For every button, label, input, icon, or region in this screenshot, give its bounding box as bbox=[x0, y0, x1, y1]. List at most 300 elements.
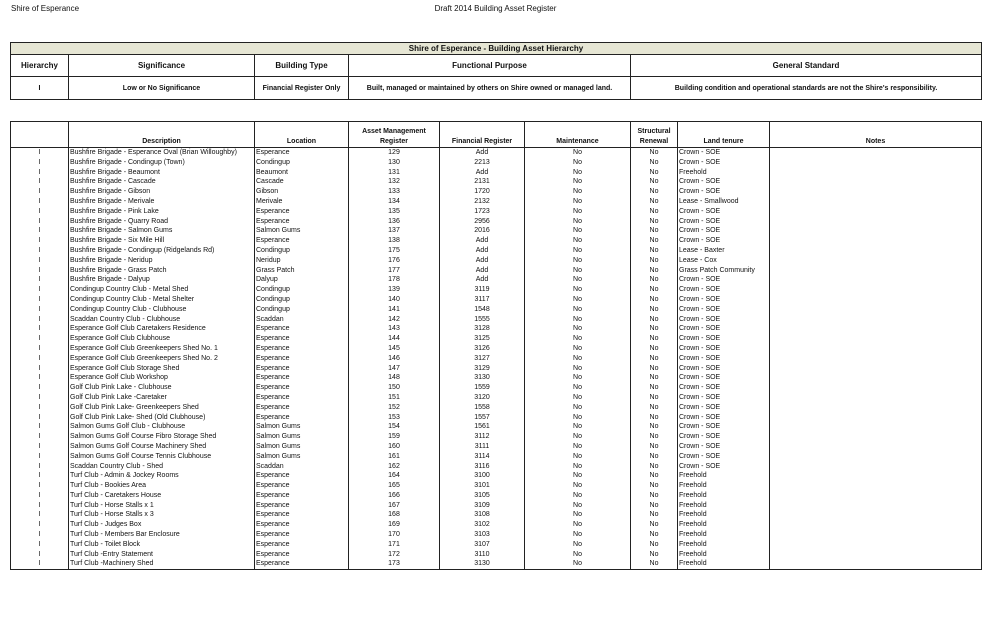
row-financial-register-cell: 1558 bbox=[440, 403, 525, 413]
row-description-cell: Golf Club Pink Lake- Greenkeepers Shed bbox=[69, 403, 255, 413]
functional-purpose-header: Functional Purpose bbox=[349, 55, 631, 77]
row-financial-register-cell: 3110 bbox=[440, 550, 525, 560]
row-financial-register-cell: 3127 bbox=[440, 354, 525, 364]
table-row bbox=[11, 226, 982, 236]
row-amr-cell: 173 bbox=[349, 559, 440, 569]
row-structural-renewal-cell: No bbox=[631, 442, 678, 452]
row-location-cell: Esperance bbox=[255, 471, 349, 481]
row-structural-renewal-cell: No bbox=[631, 383, 678, 393]
row-land-tenure-cell: Grass Patch Community bbox=[678, 266, 770, 276]
row-maintenance-cell: No bbox=[525, 275, 631, 285]
asset-management-register-col-header: Asset Management Register bbox=[349, 122, 440, 148]
row-structural-renewal-cell: No bbox=[631, 403, 678, 413]
row-maintenance-cell: No bbox=[525, 305, 631, 315]
row-land-tenure-cell: Crown - SOE bbox=[678, 187, 770, 197]
row-notes-cell bbox=[770, 158, 982, 168]
row-amr-cell: 176 bbox=[349, 256, 440, 266]
row-location-cell: Grass Patch bbox=[255, 266, 349, 276]
table-row bbox=[11, 168, 982, 178]
row-maintenance-cell: No bbox=[525, 520, 631, 530]
row-financial-register-cell: 1720 bbox=[440, 187, 525, 197]
row-amr-cell: 168 bbox=[349, 510, 440, 520]
row-description-cell: Scaddan Country Club - Shed bbox=[69, 462, 255, 472]
building-type-value: Financial Register Only bbox=[255, 77, 349, 100]
row-hierarchy-cell: I bbox=[11, 559, 69, 569]
row-description-cell: Bushfire Brigade - Beaumont bbox=[69, 168, 255, 178]
row-land-tenure-cell: Freehold bbox=[678, 471, 770, 481]
row-financial-register-cell: 3125 bbox=[440, 334, 525, 344]
row-description-cell: Turf Club - Horse Stalls x 1 bbox=[69, 501, 255, 511]
row-land-tenure-cell: Lease - Smallwood bbox=[678, 197, 770, 207]
table-row bbox=[11, 540, 982, 550]
row-land-tenure-cell: Crown - SOE bbox=[678, 393, 770, 403]
row-location-cell: Scaddan bbox=[255, 315, 349, 325]
row-amr-cell: 147 bbox=[349, 364, 440, 374]
row-maintenance-cell: No bbox=[525, 285, 631, 295]
row-financial-register-cell: 3126 bbox=[440, 344, 525, 354]
row-notes-cell bbox=[770, 256, 982, 266]
row-financial-register-cell: 3114 bbox=[440, 452, 525, 462]
row-financial-register-cell: 3105 bbox=[440, 491, 525, 501]
row-maintenance-cell: No bbox=[525, 530, 631, 540]
row-amr-cell: 141 bbox=[349, 305, 440, 315]
row-notes-cell bbox=[770, 334, 982, 344]
row-land-tenure-cell: Freehold bbox=[678, 481, 770, 491]
row-land-tenure-cell: Crown - SOE bbox=[678, 285, 770, 295]
row-description-cell: Turf Club - Toilet Block bbox=[69, 540, 255, 550]
row-financial-register-cell: 3103 bbox=[440, 530, 525, 540]
row-structural-renewal-cell: No bbox=[631, 236, 678, 246]
significance-header: Significance bbox=[69, 55, 255, 77]
row-hierarchy-cell: I bbox=[11, 501, 69, 511]
row-hierarchy-cell: I bbox=[11, 256, 69, 266]
row-amr-cell: 140 bbox=[349, 295, 440, 305]
row-location-cell: Esperance bbox=[255, 559, 349, 569]
row-location-cell: Esperance bbox=[255, 344, 349, 354]
row-hierarchy-cell: I bbox=[11, 285, 69, 295]
row-amr-cell: 139 bbox=[349, 285, 440, 295]
row-hierarchy-cell: I bbox=[11, 246, 69, 256]
table-row bbox=[11, 217, 982, 227]
row-land-tenure-cell: Crown - SOE bbox=[678, 442, 770, 452]
row-maintenance-cell: No bbox=[525, 187, 631, 197]
row-notes-cell bbox=[770, 550, 982, 560]
row-hierarchy-cell: I bbox=[11, 550, 69, 560]
row-amr-cell: 160 bbox=[349, 442, 440, 452]
row-location-cell: Salmon Gums bbox=[255, 422, 349, 432]
row-hierarchy-cell: I bbox=[11, 305, 69, 315]
row-location-cell: Esperance bbox=[255, 148, 349, 158]
asset-register-table bbox=[10, 121, 982, 570]
row-land-tenure-cell: Crown - SOE bbox=[678, 158, 770, 168]
row-notes-cell bbox=[770, 413, 982, 423]
row-structural-renewal-cell: No bbox=[631, 413, 678, 423]
table-row bbox=[11, 236, 982, 246]
row-notes-cell bbox=[770, 442, 982, 452]
row-location-cell: Condingup bbox=[255, 246, 349, 256]
shire-name-header: Shire of Esperance bbox=[11, 4, 80, 13]
row-financial-register-cell: 3117 bbox=[440, 295, 525, 305]
row-hierarchy-cell: I bbox=[11, 315, 69, 325]
row-amr-cell: 164 bbox=[349, 471, 440, 481]
row-maintenance-cell: No bbox=[525, 510, 631, 520]
row-hierarchy-cell: I bbox=[11, 158, 69, 168]
row-maintenance-cell: No bbox=[525, 177, 631, 187]
table-row bbox=[11, 530, 982, 540]
building-type-header: Building Type bbox=[255, 55, 349, 77]
row-description-cell: Condingup Country Club - Metal Shelter bbox=[69, 295, 255, 305]
row-structural-renewal-cell: No bbox=[631, 334, 678, 344]
row-description-cell: Bushfire Brigade - Grass Patch bbox=[69, 266, 255, 276]
row-location-cell: Esperance bbox=[255, 324, 349, 334]
row-description-cell: Esperance Golf Club Greenkeepers Shed No. 1 bbox=[69, 344, 255, 354]
row-land-tenure-cell: Crown - SOE bbox=[678, 432, 770, 442]
row-financial-register-cell: 2016 bbox=[440, 226, 525, 236]
row-location-cell: Scaddan bbox=[255, 462, 349, 472]
row-structural-renewal-cell: No bbox=[631, 540, 678, 550]
table-row bbox=[11, 462, 982, 472]
row-notes-cell bbox=[770, 197, 982, 207]
row-financial-register-cell: Add bbox=[440, 266, 525, 276]
row-maintenance-cell: No bbox=[525, 217, 631, 227]
description-col-header: Description bbox=[69, 122, 255, 148]
row-amr-cell: 151 bbox=[349, 393, 440, 403]
hierarchy-col-header bbox=[11, 122, 69, 148]
row-maintenance-cell: No bbox=[525, 471, 631, 481]
row-notes-cell bbox=[770, 344, 982, 354]
row-amr-cell: 138 bbox=[349, 236, 440, 246]
row-structural-renewal-cell: No bbox=[631, 226, 678, 236]
row-hierarchy-cell: I bbox=[11, 422, 69, 432]
row-notes-cell bbox=[770, 168, 982, 178]
row-description-cell: Scaddan Country Club - Clubhouse bbox=[69, 315, 255, 325]
row-amr-cell: 166 bbox=[349, 491, 440, 501]
row-amr-cell: 175 bbox=[349, 246, 440, 256]
row-description-cell: Bushfire Brigade - Condingup (Town) bbox=[69, 158, 255, 168]
row-structural-renewal-cell: No bbox=[631, 315, 678, 325]
row-notes-cell bbox=[770, 266, 982, 276]
table-row bbox=[11, 285, 982, 295]
row-structural-renewal-cell: No bbox=[631, 491, 678, 501]
row-amr-cell: 170 bbox=[349, 530, 440, 540]
row-structural-renewal-cell: No bbox=[631, 373, 678, 383]
row-structural-renewal-cell: No bbox=[631, 520, 678, 530]
row-amr-cell: 150 bbox=[349, 383, 440, 393]
row-maintenance-cell: No bbox=[525, 550, 631, 560]
row-land-tenure-cell: Crown - SOE bbox=[678, 217, 770, 227]
row-amr-cell: 165 bbox=[349, 481, 440, 491]
row-location-cell: Esperance bbox=[255, 550, 349, 560]
row-maintenance-cell: No bbox=[525, 295, 631, 305]
row-financial-register-cell: 2956 bbox=[440, 217, 525, 227]
row-amr-cell: 134 bbox=[349, 197, 440, 207]
row-structural-renewal-cell: No bbox=[631, 217, 678, 227]
row-location-cell: Salmon Gums bbox=[255, 226, 349, 236]
row-hierarchy-cell: I bbox=[11, 236, 69, 246]
row-structural-renewal-cell: No bbox=[631, 452, 678, 462]
row-structural-renewal-cell: No bbox=[631, 207, 678, 217]
row-location-cell: Condingup bbox=[255, 285, 349, 295]
row-land-tenure-cell: Crown - SOE bbox=[678, 422, 770, 432]
row-description-cell: Bushfire Brigade - Gibson bbox=[69, 187, 255, 197]
row-location-cell: Esperance bbox=[255, 236, 349, 246]
row-maintenance-cell: No bbox=[525, 501, 631, 511]
row-description-cell: Bushfire Brigade - Condingup (Ridgelands Rd) bbox=[69, 246, 255, 256]
general-standard-header: General Standard bbox=[631, 55, 982, 77]
row-description-cell: Golf Club Pink Lake - Clubhouse bbox=[69, 383, 255, 393]
table-row bbox=[11, 432, 982, 442]
row-description-cell: Turf Club - Horse Stalls x 3 bbox=[69, 510, 255, 520]
row-amr-cell: 159 bbox=[349, 432, 440, 442]
row-amr-cell: 167 bbox=[349, 501, 440, 511]
row-description-cell: Esperance Golf Club Storage Shed bbox=[69, 364, 255, 374]
row-financial-register-cell: 1559 bbox=[440, 383, 525, 393]
row-notes-cell bbox=[770, 148, 982, 158]
row-notes-cell bbox=[770, 177, 982, 187]
row-location-cell: Esperance bbox=[255, 383, 349, 393]
row-financial-register-cell: 3128 bbox=[440, 324, 525, 334]
row-maintenance-cell: No bbox=[525, 422, 631, 432]
row-location-cell: Dalyup bbox=[255, 275, 349, 285]
row-financial-register-cell: 3130 bbox=[440, 373, 525, 383]
row-location-cell: Esperance bbox=[255, 364, 349, 374]
row-financial-register-cell: 1561 bbox=[440, 422, 525, 432]
row-financial-register-cell: 3130 bbox=[440, 559, 525, 569]
row-hierarchy-cell: I bbox=[11, 275, 69, 285]
row-structural-renewal-cell: No bbox=[631, 393, 678, 403]
row-description-cell: Salmon Gums Golf Club - Clubhouse bbox=[69, 422, 255, 432]
row-financial-register-cell: 3112 bbox=[440, 432, 525, 442]
row-description-cell: Bushfire Brigade - Dalyup bbox=[69, 275, 255, 285]
row-notes-cell bbox=[770, 236, 982, 246]
row-financial-register-cell: Add bbox=[440, 256, 525, 266]
row-notes-cell bbox=[770, 462, 982, 472]
row-structural-renewal-cell: No bbox=[631, 148, 678, 158]
structural-renewal-col-header: Structural Renewal bbox=[631, 122, 678, 148]
row-land-tenure-cell: Crown - SOE bbox=[678, 334, 770, 344]
row-structural-renewal-cell: No bbox=[631, 177, 678, 187]
row-location-cell: Esperance bbox=[255, 510, 349, 520]
row-description-cell: Bushfire Brigade - Six Mile Hill bbox=[69, 236, 255, 246]
row-land-tenure-cell: Crown - SOE bbox=[678, 413, 770, 423]
table-row bbox=[11, 344, 982, 354]
maintenance-col-header: Maintenance bbox=[525, 122, 631, 148]
row-maintenance-cell: No bbox=[525, 158, 631, 168]
row-land-tenure-cell: Crown - SOE bbox=[678, 383, 770, 393]
row-description-cell: Esperance Golf Club Clubhouse bbox=[69, 334, 255, 344]
row-financial-register-cell: Add bbox=[440, 148, 525, 158]
row-hierarchy-cell: I bbox=[11, 520, 69, 530]
row-hierarchy-cell: I bbox=[11, 442, 69, 452]
row-notes-cell bbox=[770, 501, 982, 511]
row-structural-renewal-cell: No bbox=[631, 422, 678, 432]
row-description-cell: Turf Club -Entry Statement bbox=[69, 550, 255, 560]
row-notes-cell bbox=[770, 226, 982, 236]
row-financial-register-cell: 3119 bbox=[440, 285, 525, 295]
row-maintenance-cell: No bbox=[525, 334, 631, 344]
row-structural-renewal-cell: No bbox=[631, 550, 678, 560]
row-maintenance-cell: No bbox=[525, 324, 631, 334]
table-row bbox=[11, 481, 982, 491]
row-maintenance-cell: No bbox=[525, 364, 631, 374]
row-hierarchy-cell: I bbox=[11, 344, 69, 354]
row-land-tenure-cell: Crown - SOE bbox=[678, 177, 770, 187]
land-tenure-col-header: Land tenure bbox=[678, 122, 770, 148]
row-amr-cell: 133 bbox=[349, 187, 440, 197]
row-hierarchy-cell: I bbox=[11, 540, 69, 550]
row-description-cell: Bushfire Brigade - Esperance Oval (Brian Willoughby) bbox=[69, 148, 255, 158]
row-financial-register-cell: 1557 bbox=[440, 413, 525, 423]
row-financial-register-cell: 3129 bbox=[440, 364, 525, 374]
row-amr-cell: 132 bbox=[349, 177, 440, 187]
row-land-tenure-cell: Crown - SOE bbox=[678, 305, 770, 315]
row-financial-register-cell: 3101 bbox=[440, 481, 525, 491]
table-row bbox=[11, 452, 982, 462]
row-description-cell: Bushfire Brigade - Neridup bbox=[69, 256, 255, 266]
row-hierarchy-cell: I bbox=[11, 373, 69, 383]
table-row bbox=[11, 158, 982, 168]
row-structural-renewal-cell: No bbox=[631, 158, 678, 168]
row-land-tenure-cell: Freehold bbox=[678, 530, 770, 540]
row-hierarchy-cell: I bbox=[11, 187, 69, 197]
row-notes-cell bbox=[770, 364, 982, 374]
row-financial-register-cell: 3111 bbox=[440, 442, 525, 452]
row-land-tenure-cell: Lease - Baxter bbox=[678, 246, 770, 256]
row-land-tenure-cell: Crown - SOE bbox=[678, 452, 770, 462]
row-notes-cell bbox=[770, 354, 982, 364]
row-notes-cell bbox=[770, 481, 982, 491]
row-notes-cell bbox=[770, 315, 982, 325]
significance-value: Low or No Significance bbox=[69, 77, 255, 100]
row-hierarchy-cell: I bbox=[11, 383, 69, 393]
table-row bbox=[11, 510, 982, 520]
row-location-cell: Salmon Gums bbox=[255, 442, 349, 452]
row-land-tenure-cell: Crown - SOE bbox=[678, 295, 770, 305]
row-hierarchy-cell: I bbox=[11, 177, 69, 187]
financial-register-col-header: Financial Register bbox=[440, 122, 525, 148]
row-notes-cell bbox=[770, 324, 982, 334]
row-amr-cell: 152 bbox=[349, 403, 440, 413]
row-land-tenure-cell: Crown - SOE bbox=[678, 324, 770, 334]
row-location-cell: Beaumont bbox=[255, 168, 349, 178]
row-amr-cell: 130 bbox=[349, 158, 440, 168]
row-amr-cell: 136 bbox=[349, 217, 440, 227]
table-row bbox=[11, 422, 982, 432]
table-row bbox=[11, 148, 982, 158]
row-financial-register-cell: 3108 bbox=[440, 510, 525, 520]
row-hierarchy-cell: I bbox=[11, 481, 69, 491]
row-maintenance-cell: No bbox=[525, 413, 631, 423]
row-hierarchy-cell: I bbox=[11, 324, 69, 334]
row-description-cell: Golf Club Pink Lake -Caretaker bbox=[69, 393, 255, 403]
table-row bbox=[11, 491, 982, 501]
row-land-tenure-cell: Crown - SOE bbox=[678, 462, 770, 472]
row-hierarchy-cell: I bbox=[11, 403, 69, 413]
row-amr-cell: 153 bbox=[349, 413, 440, 423]
row-amr-cell: 143 bbox=[349, 324, 440, 334]
row-maintenance-cell: No bbox=[525, 315, 631, 325]
row-structural-renewal-cell: No bbox=[631, 481, 678, 491]
row-maintenance-cell: No bbox=[525, 373, 631, 383]
row-structural-renewal-cell: No bbox=[631, 501, 678, 511]
row-hierarchy-cell: I bbox=[11, 217, 69, 227]
table-row bbox=[11, 501, 982, 511]
row-hierarchy-cell: I bbox=[11, 207, 69, 217]
table-row bbox=[11, 354, 982, 364]
row-hierarchy-cell: I bbox=[11, 168, 69, 178]
row-location-cell: Esperance bbox=[255, 403, 349, 413]
row-hierarchy-cell: I bbox=[11, 510, 69, 520]
row-hierarchy-cell: I bbox=[11, 148, 69, 158]
general-standard-value: Building condition and operational standards are not the Shire's responsibility. bbox=[631, 77, 982, 100]
row-notes-cell bbox=[770, 491, 982, 501]
row-land-tenure-cell: Freehold bbox=[678, 559, 770, 569]
row-description-cell: Condingup Country Club - Metal Shed bbox=[69, 285, 255, 295]
row-location-cell: Gibson bbox=[255, 187, 349, 197]
row-maintenance-cell: No bbox=[525, 207, 631, 217]
row-notes-cell bbox=[770, 530, 982, 540]
row-location-cell: Salmon Gums bbox=[255, 432, 349, 442]
row-structural-renewal-cell: No bbox=[631, 324, 678, 334]
row-amr-cell: 145 bbox=[349, 344, 440, 354]
row-amr-cell: 148 bbox=[349, 373, 440, 383]
table-row bbox=[11, 471, 982, 481]
row-maintenance-cell: No bbox=[525, 559, 631, 569]
row-land-tenure-cell: Crown - SOE bbox=[678, 226, 770, 236]
row-notes-cell bbox=[770, 510, 982, 520]
row-structural-renewal-cell: No bbox=[631, 364, 678, 374]
row-maintenance-cell: No bbox=[525, 246, 631, 256]
row-amr-cell: 154 bbox=[349, 422, 440, 432]
row-description-cell: Esperance Golf Club Caretakers Residence bbox=[69, 324, 255, 334]
row-maintenance-cell: No bbox=[525, 236, 631, 246]
row-description-cell: Esperance Golf Club Greenkeepers Shed No. 2 bbox=[69, 354, 255, 364]
row-amr-cell: 172 bbox=[349, 550, 440, 560]
row-financial-register-cell: Add bbox=[440, 168, 525, 178]
row-hierarchy-cell: I bbox=[11, 364, 69, 374]
table-row bbox=[11, 373, 982, 383]
row-location-cell: Esperance bbox=[255, 373, 349, 383]
table-row bbox=[11, 187, 982, 197]
hierarchy-title: Shire of Esperance - Building Asset Hierarchy bbox=[11, 43, 982, 55]
row-land-tenure-cell: Freehold bbox=[678, 520, 770, 530]
hierarchy-table bbox=[10, 42, 982, 100]
row-hierarchy-cell: I bbox=[11, 413, 69, 423]
row-land-tenure-cell: Crown - SOE bbox=[678, 403, 770, 413]
table-row bbox=[11, 364, 982, 374]
row-hierarchy-cell: I bbox=[11, 471, 69, 481]
row-notes-cell bbox=[770, 403, 982, 413]
row-notes-cell bbox=[770, 305, 982, 315]
row-location-cell: Esperance bbox=[255, 413, 349, 423]
row-maintenance-cell: No bbox=[525, 403, 631, 413]
row-location-cell: Condingup bbox=[255, 158, 349, 168]
row-land-tenure-cell: Freehold bbox=[678, 510, 770, 520]
row-land-tenure-cell: Freehold bbox=[678, 168, 770, 178]
row-maintenance-cell: No bbox=[525, 462, 631, 472]
row-description-cell: Salmon Gums Golf Course Fibro Storage Shed bbox=[69, 432, 255, 442]
row-description-cell: Turf Club -Machinery Shed bbox=[69, 559, 255, 569]
row-land-tenure-cell: Freehold bbox=[678, 501, 770, 511]
row-hierarchy-cell: I bbox=[11, 197, 69, 207]
row-location-cell: Esperance bbox=[255, 481, 349, 491]
row-structural-renewal-cell: No bbox=[631, 275, 678, 285]
row-notes-cell bbox=[770, 471, 982, 481]
row-notes-cell bbox=[770, 285, 982, 295]
row-maintenance-cell: No bbox=[525, 432, 631, 442]
row-description-cell: Bushfire Brigade - Merivale bbox=[69, 197, 255, 207]
row-maintenance-cell: No bbox=[525, 266, 631, 276]
